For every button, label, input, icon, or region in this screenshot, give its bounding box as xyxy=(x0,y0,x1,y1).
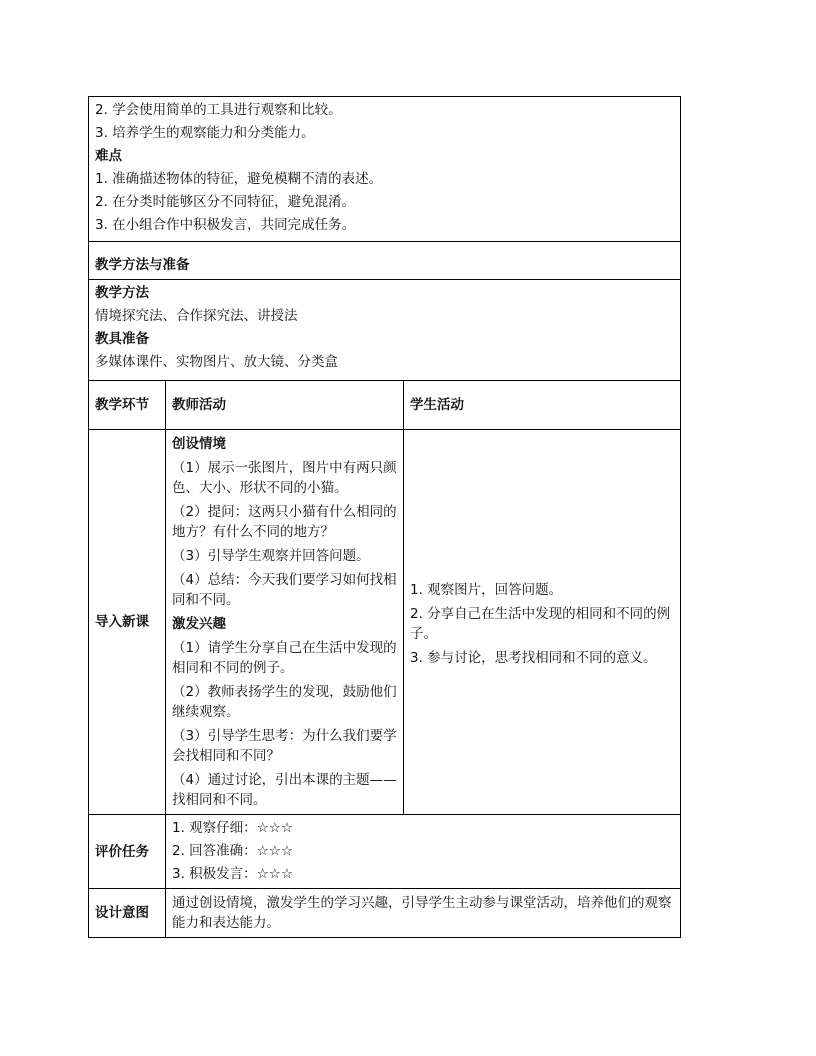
eval-item: 3. 积极发言：☆☆☆ xyxy=(172,866,293,882)
teacher-heading-1: 创设情境 xyxy=(172,436,226,452)
prep-heading: 教具准备 xyxy=(95,331,149,347)
student-item: 3. 参与讨论，思考找相同和不同的意义。 xyxy=(410,650,657,666)
difficulty-line-3: 3. 在小组合作中积极发言，共同完成任务。 xyxy=(95,217,356,233)
methods-body-row xyxy=(89,280,681,381)
methods-title-row xyxy=(89,242,681,280)
design-row xyxy=(89,889,681,938)
teacher-item: （4）总结：今天我们要学习如何找相同和不同。 xyxy=(172,572,397,608)
eval-item: 1. 观察仔细：☆☆☆ xyxy=(172,820,293,836)
design-label: 设计意图 xyxy=(89,889,166,938)
header-student: 学生活动 xyxy=(404,381,681,430)
prep-text: 多媒体课件、实物图片、放大镜、分类盒 xyxy=(95,354,338,370)
method-text: 情境探究法、合作探究法、讲授法 xyxy=(95,308,298,324)
table-header-row xyxy=(89,381,681,430)
teacher-item: （3）引导学生思考：为什么我们要学会找相同和不同？ xyxy=(172,728,397,764)
difficulty-line-2: 2. 在分类时能够区分不同特征，避免混淆。 xyxy=(95,194,356,210)
header-stage: 教学环节 xyxy=(89,381,166,430)
method-heading: 教学方法 xyxy=(95,285,149,301)
eval-label: 评价任务 xyxy=(89,815,166,889)
methods-title: 教学方法与准备 xyxy=(89,242,681,280)
objective-line-2: 2. 学会使用简单的工具进行观察和比较。 xyxy=(95,102,342,118)
teacher-heading-2: 激发兴趣 xyxy=(172,616,226,632)
intro-row xyxy=(89,430,681,815)
eval-item: 2. 回答准确：☆☆☆ xyxy=(172,843,293,859)
intro-label: 导入新课 xyxy=(89,430,166,815)
lesson-plan-table xyxy=(88,96,681,938)
eval-row xyxy=(89,815,681,889)
teacher-item: （3）引导学生观察并回答问题。 xyxy=(172,548,370,564)
design-text: 通过创设情境，激发学生的学习兴趣，引导学生主动参与课堂活动，培养他们的观察能力和表达能力。 xyxy=(166,889,681,938)
eval-cell xyxy=(166,815,681,889)
header-teacher: 教师活动 xyxy=(166,381,404,430)
student-item: 2. 分享自己在生活中发现的相同和不同的例子。 xyxy=(410,606,671,642)
teacher-item: （2）教师表扬学生的发现，鼓励他们继续观察。 xyxy=(172,684,397,720)
teacher-item: （1）请学生分享自己在生活中发现的相同和不同的例子。 xyxy=(172,640,397,676)
difficulty-cell xyxy=(89,97,681,242)
objective-line-3: 3. 培养学生的观察能力和分类能力。 xyxy=(95,125,315,141)
difficulty-heading: 难点 xyxy=(95,148,122,164)
teacher-item: （2）提问：这两只小猫有什么相同的地方？有什么不同的地方？ xyxy=(172,504,397,540)
difficulty-line-1: 1. 准确描述物体的特征，避免模糊不清的表述。 xyxy=(95,171,383,187)
intro-student-cell xyxy=(404,430,681,815)
teacher-item: （1）展示一张图片，图片中有两只颜色、大小、形状不同的小猫。 xyxy=(172,460,397,496)
student-item: 1. 观察图片，回答问题。 xyxy=(410,582,563,598)
intro-teacher-cell xyxy=(166,430,404,815)
teacher-item: （4）通过讨论，引出本课的主题——找相同和不同。 xyxy=(172,772,397,808)
lesson-plan-page xyxy=(88,96,680,938)
difficulty-row xyxy=(89,97,681,242)
methods-body-cell xyxy=(89,280,681,381)
